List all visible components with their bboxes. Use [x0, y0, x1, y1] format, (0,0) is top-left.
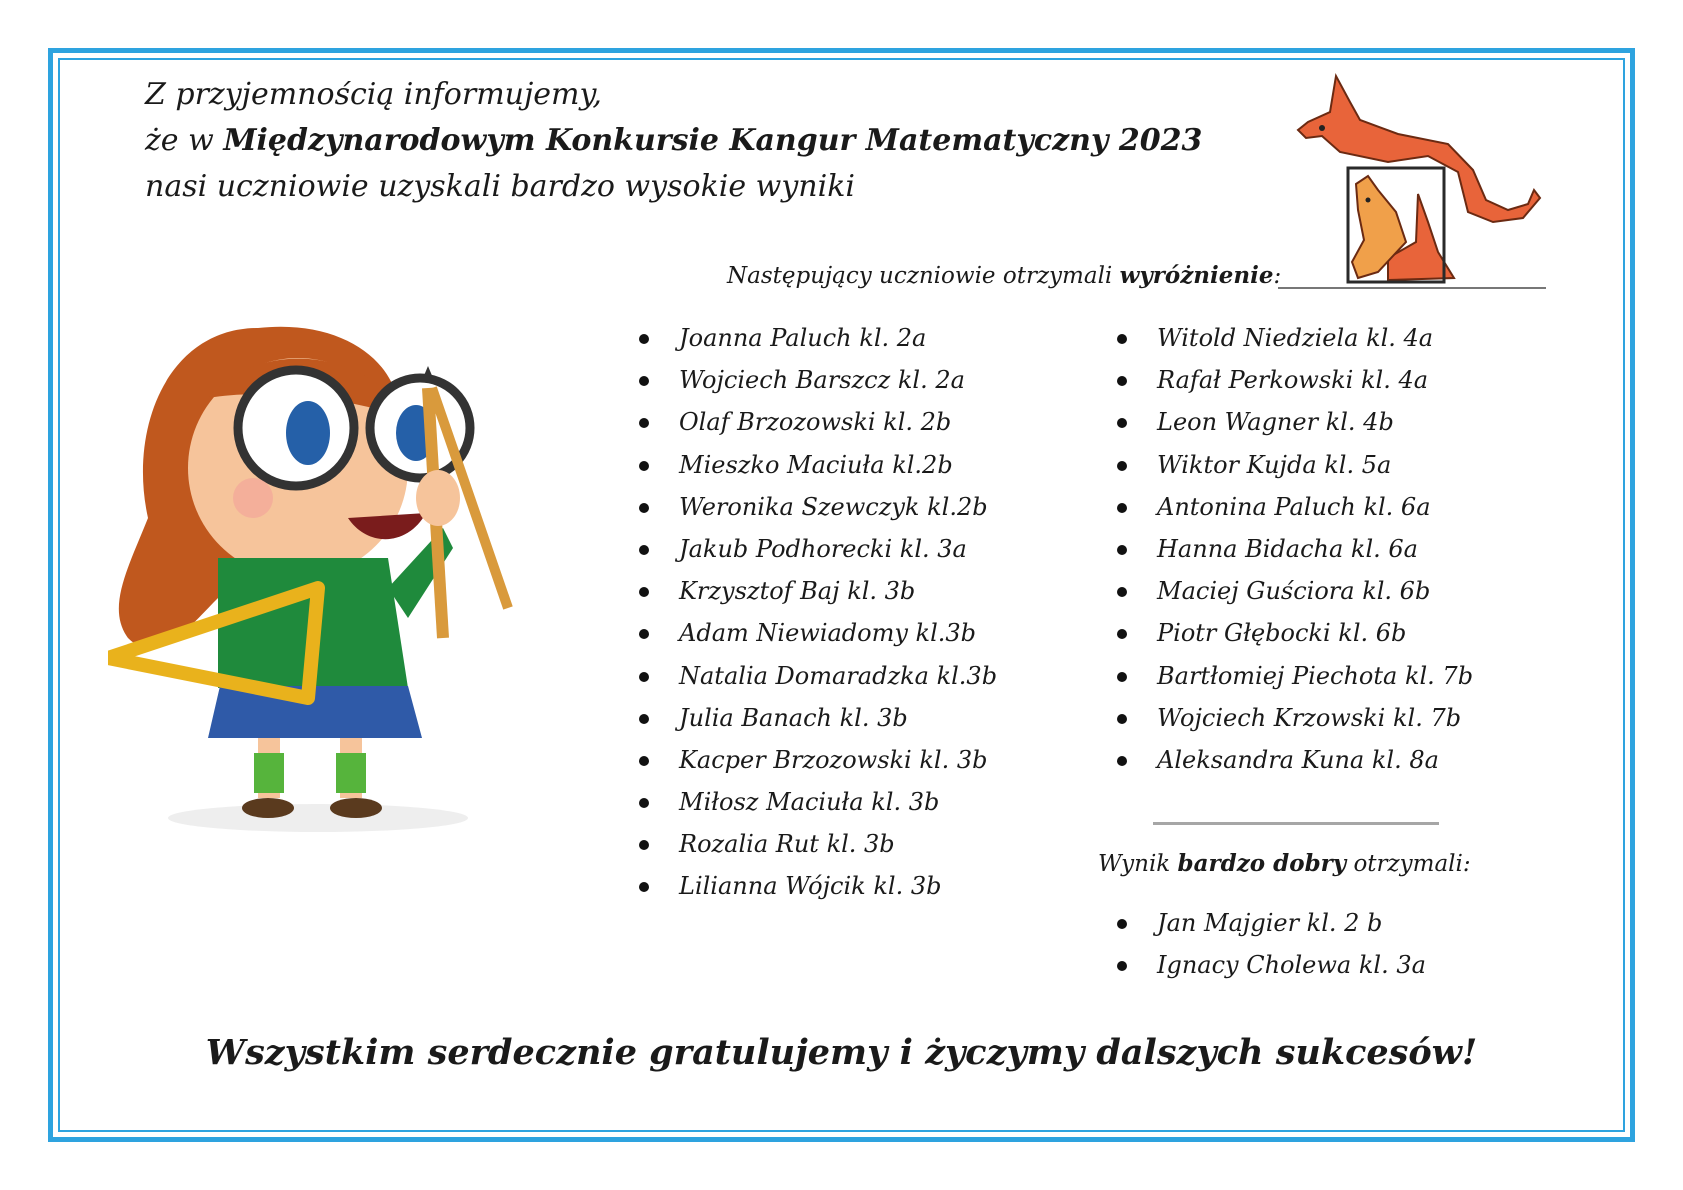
very-good-list — [1117, 902, 1426, 986]
list-item: Antonina Paluch kl. 6a — [1117, 486, 1473, 528]
list-item: Jan Majgier kl. 2 b — [1117, 902, 1426, 944]
section-divider — [1153, 822, 1439, 825]
intro-line-3: nasi uczniowie uzyskali bardzo wysokie wyniki — [145, 169, 855, 204]
intro-line-2-prefix: że w — [145, 123, 224, 158]
list-item: Piotr Głębocki kl. 6b — [1117, 612, 1473, 654]
girl-illustration — [108, 308, 578, 908]
list-item: Weronika Szewczyk kl.2b — [639, 486, 997, 528]
distinction-heading-prefix: Następujący uczniowie otrzymali — [727, 263, 1120, 289]
list-item: Mieszko Maciuła kl.2b — [639, 444, 997, 486]
list-item: Witold Niedziela kl. 4a — [1117, 317, 1473, 359]
list-item: Lilianna Wójcik kl. 3b — [639, 865, 997, 907]
intro-line-2 — [145, 118, 1203, 164]
list-item: Natalia Domaradzka kl.3b — [639, 655, 997, 697]
list-item: Rozalia Rut kl. 3b — [639, 823, 997, 865]
list-item: Ignacy Cholewa kl. 3a — [1117, 944, 1426, 986]
congratulations-text: Wszystkim serdecznie gratulujemy i życzymy dalszych sukcesów! — [205, 1032, 1478, 1073]
very-good-heading-bold: bardzo dobry — [1177, 850, 1347, 877]
list-item: Krzysztof Baj kl. 3b — [639, 570, 997, 612]
list-item: Wojciech Barszcz kl. 2a — [639, 359, 997, 401]
intro-text — [145, 72, 1203, 210]
list-item: Kacper Brzozowski kl. 3b — [639, 739, 997, 781]
very-good-heading-prefix: Wynik — [1098, 851, 1178, 877]
list-item: Rafał Perkowski kl. 4a — [1117, 359, 1473, 401]
list-item: Wojciech Krzowski kl. 7b — [1117, 697, 1473, 739]
very-good-heading-suffix: otrzymali: — [1346, 851, 1471, 877]
list-item: Miłosz Maciuła kl. 3b — [639, 781, 997, 823]
list-item: Jakub Podhorecki kl. 3a — [639, 528, 997, 570]
list-item: Adam Niewiadomy kl.3b — [639, 612, 997, 654]
list-item: Maciej Guściora kl. 6b — [1117, 570, 1473, 612]
distinction-list-left — [639, 317, 997, 908]
distinction-heading-suffix: : — [1273, 263, 1282, 289]
list-item: Julia Banach kl. 3b — [639, 697, 997, 739]
intro-line-1: Z przyjemnością informujemy, — [145, 77, 602, 112]
kangaroo-logo — [1278, 72, 1558, 298]
list-item: Olaf Brzozowski kl. 2b — [639, 401, 997, 443]
list-item: Joanna Paluch kl. 2a — [639, 317, 997, 359]
distinction-list-right — [1117, 317, 1473, 781]
contest-name: Międzynarodowym Konkursie Kangur Matematyczny 2023 — [223, 123, 1203, 158]
very-good-heading — [1098, 850, 1471, 877]
list-item: Aleksandra Kuna kl. 8a — [1117, 739, 1473, 781]
list-item: Leon Wagner kl. 4b — [1117, 401, 1473, 443]
list-item: Wiktor Kujda kl. 5a — [1117, 444, 1473, 486]
distinction-heading — [727, 262, 1281, 289]
list-item: Bartłomiej Piechota kl. 7b — [1117, 655, 1473, 697]
list-item: Hanna Bidacha kl. 6a — [1117, 528, 1473, 570]
distinction-heading-bold: wyróżnienie — [1119, 262, 1274, 289]
